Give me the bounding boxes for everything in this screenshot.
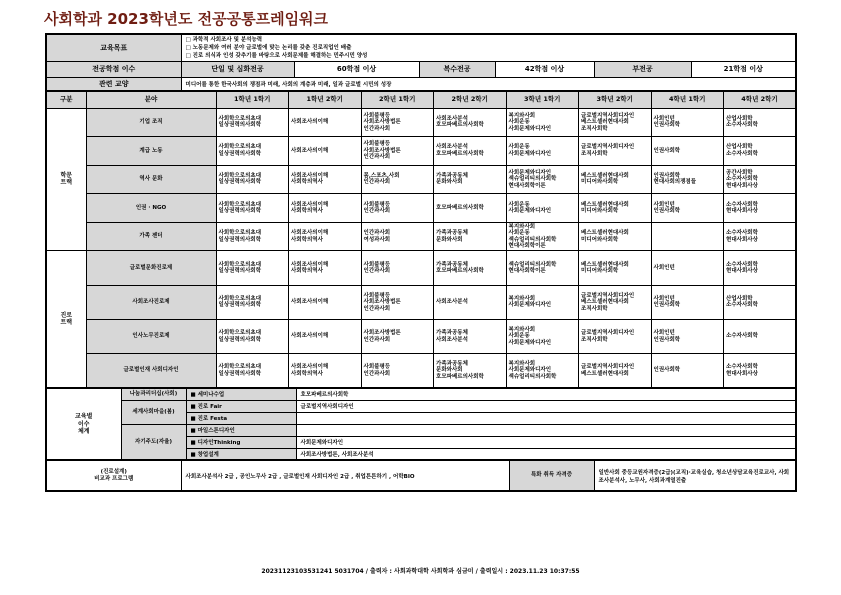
major-credit-cell: 60학점 이상 xyxy=(294,61,419,77)
education-goal-item: □ 과학적 사회조사 및 분석능력 xyxy=(185,36,263,43)
course-name: 인간과사회 xyxy=(363,268,391,275)
curriculum-row xyxy=(46,194,796,223)
course-cell xyxy=(289,165,362,194)
course-name: 섹슈얼리티의사회학 xyxy=(508,261,557,268)
course-name: 소수자사회학 xyxy=(726,230,758,237)
course-cell xyxy=(579,137,652,166)
course-name: 사회조사방법론 xyxy=(363,330,401,337)
course-name: 사회학으로의초대 xyxy=(218,230,262,237)
course-name: 사회불평등 xyxy=(363,292,391,299)
course-name: 산업사회학 xyxy=(726,144,753,151)
course-cell xyxy=(434,165,507,194)
course-name: 사회인턴 xyxy=(653,330,675,337)
course-name: 가족과공동체 xyxy=(436,230,468,237)
course-cell xyxy=(579,354,652,388)
curriculum-table xyxy=(45,90,797,389)
course-cell xyxy=(434,285,507,319)
course-cell xyxy=(216,108,289,137)
course-cell xyxy=(216,194,289,223)
curriculum-row xyxy=(46,251,796,285)
course-name: 사회학으로의초대 xyxy=(218,115,262,122)
course-name: 사회문제와디자인 xyxy=(508,150,552,157)
course-name: 글로벌지역사회디자인 xyxy=(581,292,635,299)
course-cell xyxy=(579,285,652,319)
course-name: 소수자사회학 xyxy=(726,364,758,371)
curriculum-header-row xyxy=(46,91,796,108)
course-name: 사회조사의이해 xyxy=(291,364,329,371)
course-cell xyxy=(651,165,724,194)
course-name: 사회학으로의초대 xyxy=(218,295,262,302)
curriculum-row xyxy=(46,108,796,137)
course-name: 소수자사회학 xyxy=(726,122,758,129)
course-name: 복지와사회 xyxy=(508,360,536,367)
course-name: 사회조사분석 xyxy=(436,115,468,122)
course-cell xyxy=(434,137,507,166)
course-name: 글로벌지역사회디자인 xyxy=(581,144,635,151)
course-cell xyxy=(361,251,434,285)
course-name: 사회조사분석 xyxy=(436,336,468,343)
course-name: 일상권력의사회학 xyxy=(218,122,262,129)
course-name: 가족과공동체 xyxy=(436,360,468,367)
course-cell xyxy=(289,285,362,319)
course-name: 사회불평등 xyxy=(363,201,391,208)
major-credit-cell: 부전공 xyxy=(594,61,691,77)
course-name: 사회학의역사 xyxy=(291,236,323,243)
career-design-row xyxy=(46,460,796,491)
course-cell xyxy=(651,354,724,388)
course-cell xyxy=(579,222,652,251)
course-name: 인권사회학 xyxy=(653,336,681,343)
course-cell xyxy=(434,194,507,223)
course-name: 글로벌지역사회디자인 xyxy=(581,364,635,371)
course-cell xyxy=(651,222,724,251)
course-name: 호모파베르의사회학 xyxy=(436,150,484,157)
course-name: 여성과사회 xyxy=(363,236,391,243)
course-name: 베스트셀러현대사회 xyxy=(581,201,629,208)
course-name: 조직사회학 xyxy=(581,336,608,343)
field-label: 글로벌인재 사회디자인 xyxy=(86,354,216,388)
curriculum-row xyxy=(46,165,796,194)
career-design-label: (진로설계) 비교과 프로그램 xyxy=(46,460,181,491)
program-item-label: ■ 창업설계 xyxy=(186,448,296,460)
course-name: 사회조사의이해 xyxy=(291,333,329,340)
course-name: 소수자사회학 xyxy=(726,261,758,268)
course-cell xyxy=(506,222,579,251)
major-credit-row xyxy=(46,61,796,77)
field-label: 가족 젠더 xyxy=(86,222,216,251)
field-label: 기업 조직 xyxy=(86,108,216,137)
course-name: 사회학으로의초대 xyxy=(218,201,262,208)
course-name: 인간과사회 xyxy=(363,154,391,161)
course-name: 사회학으로의초대 xyxy=(218,173,262,180)
course-cell xyxy=(361,319,434,353)
course-name: 사회문제와디자인 xyxy=(508,367,552,374)
course-name: 사회불평등 xyxy=(363,141,391,148)
liberal-arts-label: 관련 교양 xyxy=(46,77,181,91)
major-credit-label: 전공학점 이수 xyxy=(46,61,181,77)
course-name: 문화와사회 xyxy=(436,236,463,243)
course-cell xyxy=(289,251,362,285)
semester-header: 분야 xyxy=(86,91,216,108)
course-name: 사회문제와디자인 xyxy=(508,125,552,132)
course-name: 현대사회학이론 xyxy=(508,243,546,250)
course-name: 소수자사회학 xyxy=(726,150,758,157)
course-cell xyxy=(506,165,579,194)
program-item-label: ■ 세미나수업 xyxy=(186,388,296,400)
major-credit-cell: 42학점 이상 xyxy=(495,61,594,77)
course-cell xyxy=(216,285,289,319)
course-cell xyxy=(434,222,507,251)
course-name: 베스트셀러현대사회 xyxy=(581,230,629,237)
course-cell xyxy=(216,137,289,166)
course-name: 인권사회학 xyxy=(653,208,681,215)
course-name: 인간과사회 xyxy=(363,336,391,343)
course-name: 인권사회학 xyxy=(653,147,681,154)
course-name: 사회불평등 xyxy=(363,112,391,119)
course-cell xyxy=(434,108,507,137)
course-name: 사회학의역사 xyxy=(291,208,323,215)
program-item-content: 호모파베르의사회학 xyxy=(296,388,796,400)
course-cell xyxy=(579,251,652,285)
field-label: 사회조사진로제 xyxy=(86,285,216,319)
course-cell xyxy=(361,285,434,319)
certificate-label: 특화 취득 자격증 xyxy=(509,460,594,491)
course-name: 문화와사회 xyxy=(436,367,463,374)
course-cell xyxy=(579,108,652,137)
course-name: 사회운동 xyxy=(508,201,530,208)
course-name: 사회학의역사 xyxy=(291,179,323,186)
course-cell xyxy=(361,165,434,194)
course-cell xyxy=(579,165,652,194)
course-name: 사회조사분석 xyxy=(436,299,468,306)
liberal-arts-text: 미디어를 통한 한국사회의 쟁점과 미래, 사회의 계층과 미래, 일과 글로벌 시민의 성장 xyxy=(181,77,796,91)
education-goal-item: □ 진로 의식과 인성 갖추기를 바탕으로 사회문제를 해결하는 민주시민 양성 xyxy=(185,52,368,59)
semester-header: 구분 xyxy=(46,91,86,108)
course-cell xyxy=(724,137,797,166)
course-name: 일상권력의사회학 xyxy=(218,336,262,343)
course-name: 베스트셀러현대사회 xyxy=(581,119,629,126)
course-name: 미디어와사회학 xyxy=(581,236,619,243)
course-name: 일상권력의사회학 xyxy=(218,370,262,377)
course-name: 사회운동 xyxy=(508,333,530,340)
course-cell xyxy=(216,165,289,194)
program-item-content: 글로벌지역사회디자인 xyxy=(296,400,796,412)
course-name: 일상권력의사회학 xyxy=(218,179,262,186)
education-goal-list xyxy=(181,34,796,61)
program-item-label: ■ 마일스톤디자인 xyxy=(186,424,296,436)
course-cell xyxy=(506,251,579,285)
course-cell xyxy=(579,194,652,223)
course-cell xyxy=(724,285,797,319)
field-label: 역사 문화 xyxy=(86,165,216,194)
course-cell xyxy=(724,354,797,388)
course-name: 현대사회학이론 xyxy=(508,268,546,275)
course-name: 사회문제와디자인 xyxy=(508,169,552,176)
course-name: 사회인턴 xyxy=(653,115,675,122)
course-name: 인간과사회 xyxy=(363,305,391,312)
course-name: 인간과사회 xyxy=(363,230,391,237)
course-name: 베스트셀러현대사회 xyxy=(581,261,629,268)
course-name: 몸,스포츠,사회 xyxy=(363,173,400,180)
course-name: 현대사회사상 xyxy=(726,182,758,189)
course-name: 섹슈얼리티의사회학 xyxy=(508,373,557,380)
course-name: 베스트셀러현대사회 xyxy=(581,370,629,377)
course-cell xyxy=(434,354,507,388)
course-name: 사회문제와디자인 xyxy=(508,208,552,215)
liberal-arts-row xyxy=(46,77,796,91)
semester-header: 4학년 2학기 xyxy=(724,91,797,108)
course-name: 현대사회사상 xyxy=(726,268,758,275)
course-cell xyxy=(361,137,434,166)
course-name: 조직사회학 xyxy=(581,150,608,157)
course-name: 호모파베르의사회학 xyxy=(436,373,484,380)
course-cell xyxy=(724,251,797,285)
course-name: 인권사회학 xyxy=(653,302,681,309)
curriculum-row xyxy=(46,285,796,319)
extracurricular-row xyxy=(46,400,796,412)
course-cell xyxy=(506,108,579,137)
education-goal-row xyxy=(46,34,796,61)
semester-header: 3학년 1학기 xyxy=(506,91,579,108)
course-name: 베스트셀러현대사회 xyxy=(581,299,629,306)
course-cell xyxy=(289,222,362,251)
course-name: 사회조사방법론 xyxy=(363,147,401,154)
course-cell xyxy=(724,194,797,223)
course-name: 현대사회의쟁점들 xyxy=(653,179,697,186)
program-field-label: 나눔과리더십(사회) xyxy=(121,388,186,400)
program-item-label: ■ 진로 Fair xyxy=(186,400,296,412)
course-name: 사회학으로의초대 xyxy=(218,144,262,151)
course-name: 일상권력의사회학 xyxy=(218,302,262,309)
course-name: 복지와사회 xyxy=(508,112,536,119)
program-field-label: 세계사회마을(봄) xyxy=(121,400,186,424)
course-name: 인간과사회 xyxy=(363,179,391,186)
course-name: 사회불평등 xyxy=(363,364,391,371)
course-name: 가족과공동체 xyxy=(436,173,468,180)
course-name: 산업사회학 xyxy=(726,295,753,302)
field-label: 글로벌문화진로제 xyxy=(86,251,216,285)
course-name: 조직사회학 xyxy=(581,125,608,132)
course-name: 복지와사회 xyxy=(508,326,536,333)
course-name: 가족과공동체 xyxy=(436,330,468,337)
course-cell xyxy=(216,251,289,285)
program-item-content: 사회조사방법론, 사회조사분석 xyxy=(296,448,796,460)
course-cell xyxy=(506,194,579,223)
extracurricular-row xyxy=(46,424,796,436)
course-cell xyxy=(579,319,652,353)
course-name: 일상권력의사회학 xyxy=(218,236,262,243)
course-cell xyxy=(361,108,434,137)
certificate-content: 일반사회 중등교원자격증(2급)(교직)·교육실습, 청소년상담교육진로교사, 사회조사분석사, 노무사, 사회과계열진출 xyxy=(594,460,796,491)
course-name: 호모파베르의사회학 xyxy=(436,204,484,211)
course-name: 사회조사의이해 xyxy=(291,230,329,237)
course-name: 소수자사회학 xyxy=(726,176,758,183)
course-name: 호모파베르의사회학 xyxy=(436,268,484,275)
course-name: 인간과사회 xyxy=(363,370,391,377)
course-cell xyxy=(289,319,362,353)
course-name: 가족과공동체 xyxy=(436,261,468,268)
info-table xyxy=(45,33,797,92)
course-cell xyxy=(651,108,724,137)
course-name: 현대사회사상 xyxy=(726,236,758,243)
course-cell xyxy=(434,319,507,353)
curriculum-row xyxy=(46,137,796,166)
course-name: 일상권력의사회학 xyxy=(218,150,262,157)
course-name: 사회조사방법론 xyxy=(363,299,401,306)
course-cell xyxy=(651,285,724,319)
track-group-label: 진로 트랙 xyxy=(46,251,86,388)
course-cell xyxy=(289,108,362,137)
program-field-label: 자기주도(자율) xyxy=(121,424,186,460)
education-goal-label: 교육목표 xyxy=(46,34,181,61)
course-cell xyxy=(724,222,797,251)
program-item-label: ■ 디자인Thinking xyxy=(186,436,296,448)
course-name: 산업사회학 xyxy=(726,115,753,122)
course-name: 사회문제와디자인 xyxy=(508,339,552,346)
semester-header: 4학년 1학기 xyxy=(651,91,724,108)
course-name: 인간과사회 xyxy=(363,125,391,132)
semester-header: 2학년 2학기 xyxy=(434,91,507,108)
course-name: 사회학으로의초대 xyxy=(218,261,262,268)
course-name: 소수자사회학 xyxy=(726,201,758,208)
major-credit-cell: 복수전공 xyxy=(419,61,495,77)
course-cell xyxy=(724,108,797,137)
field-label: 계급 노동 xyxy=(86,137,216,166)
course-name: 사회조사의이해 xyxy=(291,201,329,208)
program-item-content xyxy=(296,412,796,424)
program-item-content: 사회문제와디자인 xyxy=(296,436,796,448)
course-cell xyxy=(289,137,362,166)
course-cell xyxy=(724,165,797,194)
course-name: 호모파베르의사회학 xyxy=(436,122,484,129)
page-title: 사회학과 2023학년도 전공공통프레임워크 xyxy=(44,10,329,28)
course-name: 현대사회학이론 xyxy=(508,182,546,189)
course-cell xyxy=(216,222,289,251)
course-name: 사회인턴 xyxy=(653,295,675,302)
course-name: 사회학의역사 xyxy=(291,370,323,377)
course-name: 사회운동 xyxy=(508,119,530,126)
semester-header: 1학년 2학기 xyxy=(289,91,362,108)
course-name: 사회문제와디자인 xyxy=(508,302,552,309)
field-label: 인사노무진로제 xyxy=(86,319,216,353)
course-name: 사회조사방법론 xyxy=(363,119,401,126)
course-name: 소수자사회학 xyxy=(726,333,758,340)
course-name: 소수자사회학 xyxy=(726,302,758,309)
course-cell xyxy=(434,251,507,285)
course-cell xyxy=(289,354,362,388)
course-name: 글로벌지역사회디자인 xyxy=(581,330,635,337)
course-name: 인권사회학 xyxy=(653,173,681,180)
semester-header: 2학년 1학기 xyxy=(361,91,434,108)
course-cell xyxy=(506,354,579,388)
course-name: 현대사회사상 xyxy=(726,208,758,215)
program-item-content xyxy=(296,424,796,436)
career-design-content: 사회조사분석사 2급 , 공인노무사 2급 , 글로벌인재 사회디자인 2급 , 취업튼튼하기 , 어학BIO xyxy=(181,460,509,491)
print-footer: 20231123103531241 5031704 / 출력자 : 사회과학대학 사회학과 심금미 / 출력일시 : 2023.11.23 10:37:55 xyxy=(261,568,580,575)
course-name: 사회조사의이해 xyxy=(291,261,329,268)
course-cell xyxy=(361,222,434,251)
course-name: 사회운동 xyxy=(508,230,530,237)
course-name: 일상권력의사회학 xyxy=(218,268,262,275)
course-name: 복지와사회 xyxy=(508,295,536,302)
course-name: 섹슈얼리티의사회학 xyxy=(508,236,557,243)
course-name: 섹슈얼리티의사회학 xyxy=(508,176,557,183)
course-name: 베스트셀러현대사회 xyxy=(581,173,629,180)
course-cell xyxy=(361,194,434,223)
course-cell xyxy=(289,194,362,223)
course-name: 사회조사의이해 xyxy=(291,119,329,126)
course-cell xyxy=(216,354,289,388)
semester-header: 3학년 2학기 xyxy=(579,91,652,108)
course-cell xyxy=(216,319,289,353)
course-cell xyxy=(651,319,724,353)
extracurricular-table xyxy=(45,387,797,461)
course-name: 글로벌지역사회디자인 xyxy=(581,112,635,119)
course-name: 문화와사회 xyxy=(436,179,463,186)
course-name: 미디어와사회학 xyxy=(581,179,619,186)
course-cell xyxy=(506,285,579,319)
curriculum-row xyxy=(46,222,796,251)
course-name: 사회인턴 xyxy=(653,264,675,271)
course-name: 현대사회사상 xyxy=(726,370,758,377)
course-name: 인권사회학 xyxy=(653,122,681,129)
course-cell xyxy=(724,319,797,353)
course-name: 일상권력의사회학 xyxy=(218,208,262,215)
course-name: 사회인턴 xyxy=(653,201,675,208)
education-goal-item: □ 노동문제와 여러 분야 글로벌에 맞는 논리를 갖춘 진로직업인 배출 xyxy=(185,44,352,51)
course-name: 사회조사의이해 xyxy=(291,299,329,306)
course-name: 인권사회학 xyxy=(653,367,681,374)
major-credit-cell: 단일 및 심화전공 xyxy=(181,61,294,77)
track-group-label: 학문 트랙 xyxy=(46,108,86,251)
course-cell xyxy=(506,137,579,166)
course-name: 조직사회학 xyxy=(581,305,608,312)
extracurricular-row xyxy=(46,388,796,400)
course-name: 인간과사회 xyxy=(363,208,391,215)
course-cell xyxy=(506,319,579,353)
course-cell xyxy=(361,354,434,388)
course-cell xyxy=(651,194,724,223)
course-name: 사회학의역사 xyxy=(291,268,323,275)
career-design-table xyxy=(45,459,797,492)
course-name: 사회조사의이해 xyxy=(291,147,329,154)
field-label: 인권 · NGO xyxy=(86,194,216,223)
course-name: 사회운동 xyxy=(508,144,530,151)
course-name: 복지와사회 xyxy=(508,223,536,230)
course-name: 사회학으로의초대 xyxy=(218,330,262,337)
course-name: 미디어와사회학 xyxy=(581,268,619,275)
course-cell xyxy=(651,251,724,285)
program-item-label: ■ 진로 Festa xyxy=(186,412,296,424)
course-cell xyxy=(651,137,724,166)
completion-system-label: 교육별 이수 체계 xyxy=(46,388,121,460)
course-name: 공간사회학 xyxy=(726,169,753,176)
course-name: 사회조사의이해 xyxy=(291,173,329,180)
curriculum-row xyxy=(46,354,796,388)
major-credit-cell: 21학점 이상 xyxy=(691,61,796,77)
curriculum-row xyxy=(46,319,796,353)
course-name: 사회학으로의초대 xyxy=(218,364,262,371)
semester-header: 1학년 1학기 xyxy=(216,91,289,108)
course-name: 사회조사분석 xyxy=(436,144,468,151)
course-name: 미디어와사회학 xyxy=(581,208,619,215)
course-name: 사회불평등 xyxy=(363,261,391,268)
